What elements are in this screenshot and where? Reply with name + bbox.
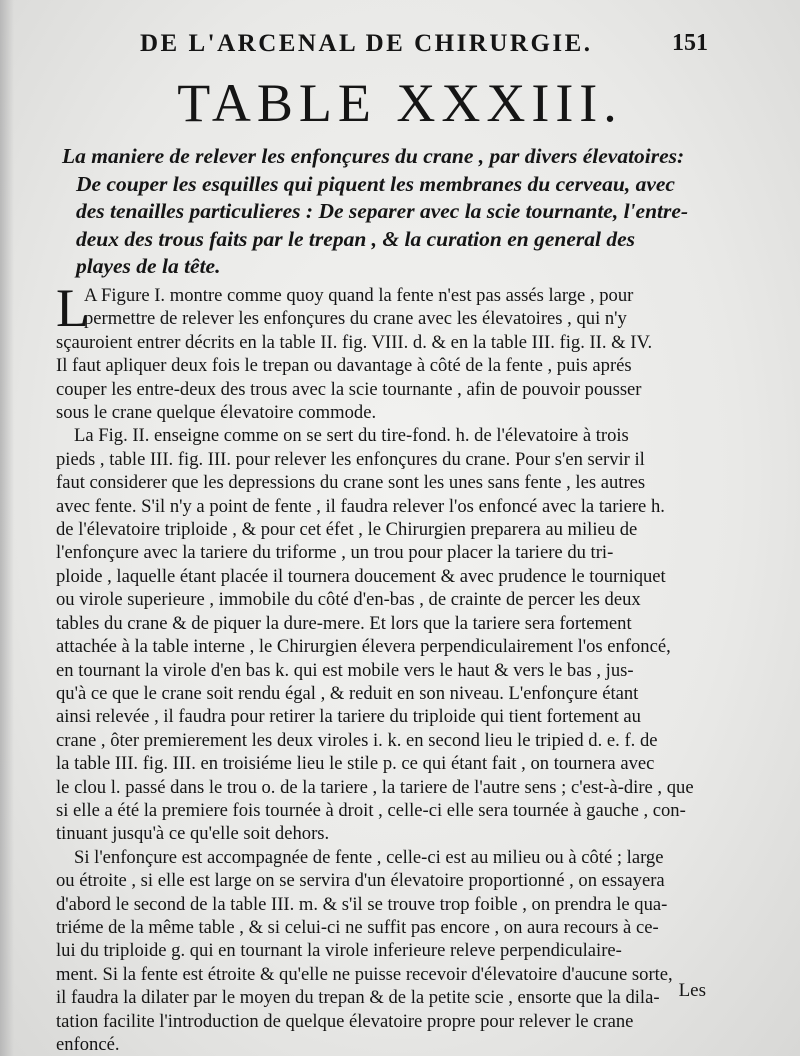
text-line: le clou l. passé dans le trou o. de la tariere , la tariere de l'autre sens ; c'est-à-dire , que — [56, 776, 694, 798]
text-line: crane , ôter premierement les deux viroles i. k. en second lieu le tripied d. e. f. de — [56, 729, 658, 751]
text-line: il faudra la dilater par le moyen du trepan & de la petite scie , ensorte que la dila- — [56, 987, 660, 1009]
text-line: ment. Si la fente est étroite & qu'elle ne puisse recevoir d'élevatoire d'aucune sorte, — [56, 963, 673, 985]
subtitle-line: De couper les esquilles qui piquent les membranes du cerveau, avec — [76, 171, 675, 196]
page-title: TABLE XXXIII. — [177, 73, 623, 133]
text-line: Si l'enfonçure est accompagnée de fente , celle-ci est au milieu ou à côté ; large — [74, 846, 664, 868]
text-line: tation facilite l'introduction de quelque élevatoire propre pour relever le crane — [56, 1010, 634, 1032]
text-line: d'abord le second de la table III. m. & s'il se trouve trop foible , on prendra le qua- — [56, 893, 668, 915]
text-line: sous le crane quelque élevatoire commode. — [56, 402, 377, 424]
text-line: en tournant la virole d'en bas k. qui est mobile vers le haut & vers le bas , jus- — [56, 659, 634, 681]
text-line: lui du triploide g. qui en tournant la virole inferieure releve perpendiculaire- — [56, 940, 622, 962]
text-line: tinuant jusqu'à ce qu'elle soit dehors. — [56, 823, 330, 845]
text-line: ploide , laquelle étant placée il tournera doucement & avec prudence le tourniquet — [56, 565, 666, 587]
text-line: La Fig. II. enseigne comme on se sert du tire-fond. h. de l'élevatoire à trois — [74, 425, 629, 447]
subtitle — [62, 143, 702, 281]
text-line: enfoncé. — [56, 1034, 120, 1055]
text-line: triéme de la même table , & si celui-ci ne suffit pas encore , on aura recours à ce- — [56, 916, 659, 938]
text-line: pieds , table III. fig. III. pour relever les enfonçures du crane. Pour s'en servir il — [56, 448, 645, 470]
text-line: avec fente. S'il n'y a point de fente , il faudra relever l'os enfoncé avec la tariere h. — [56, 495, 665, 517]
text-line: ainsi relevée , il faudra pour retirer la tariere du triploide qui tient fortement au — [56, 706, 641, 728]
body-text — [56, 278, 710, 1056]
text-line: la table III. fig. III. en troisiéme lieu le stile p. ce qui étant fait , on tournera avec — [56, 753, 655, 775]
catchword: Les — [678, 980, 706, 1001]
drop-cap: L — [56, 278, 89, 338]
text-line: ou étroite , si elle est large on se servira d'un élevatoire proportionné , on essayera — [56, 870, 665, 892]
subtitle-line: La maniere de relever les enfonçures du crane , par divers élevatoires: — [62, 144, 685, 168]
text-line: de l'élevatoire triploide , & pour cet éfet , le Chirurgien preparera au milieu de — [56, 519, 638, 541]
page-number: 151 — [672, 30, 708, 56]
text-line: l'enfonçure avec la tariere du triforme , un trou pour placer la tariere du tri- — [56, 542, 614, 564]
text-line: si elle a été la premiere fois tournée à droit , celle-ci elle sera tournée à gauche , con- — [56, 799, 686, 821]
text-line: sçauroient entrer décrits en la table II. fig. VIII. d. & en la table III. fig. II. & IV. — [56, 331, 653, 353]
page-header — [0, 28, 800, 62]
text-line: tables du crane & de piquer la dure-mere. Et lors que la tariere sera fortement — [56, 612, 632, 634]
running-head: DE L'ARCENAL DE CHIRURGIE. — [140, 30, 593, 57]
text-line: permettre de relever les enfonçures du crane avec les élevatoires , qui n'y — [84, 308, 627, 330]
text-line: attachée à la table interne , le Chirurgien élevera perpendiculairement l'os enfoncé, — [56, 636, 671, 658]
text-line: A Figure I. montre comme quoy quand la fente n'est pas assés large , pour — [84, 285, 634, 306]
text-line: Il faut apliquer deux fois le trepan ou davantage à côté de la fente , puis aprés — [56, 355, 632, 377]
subtitle-line: deux des trous faits par le trepan , & la curation en general des — [76, 226, 636, 251]
subtitle-line: des tenailles particulieres : De separer avec la scie tournante, l'entre- — [76, 199, 689, 223]
text-line: ou virole superieure , immobile du côté d'en-bas , de crainte de percer les deux — [56, 589, 641, 611]
text-line: couper les entre-deux des trous avec la scie tournante , afin de pouvoir pousser — [56, 378, 642, 400]
text-line: qu'à ce que le crane soit rendu égal , & reduit en son niveau. L'enfonçure étant — [56, 682, 639, 704]
text-line: faut considerer que les depressions du crane sont les unes sans fente , les autres — [56, 472, 646, 494]
subtitle-line: playes de la tête. — [76, 254, 221, 278]
gutter-shadow — [0, 0, 14, 1056]
